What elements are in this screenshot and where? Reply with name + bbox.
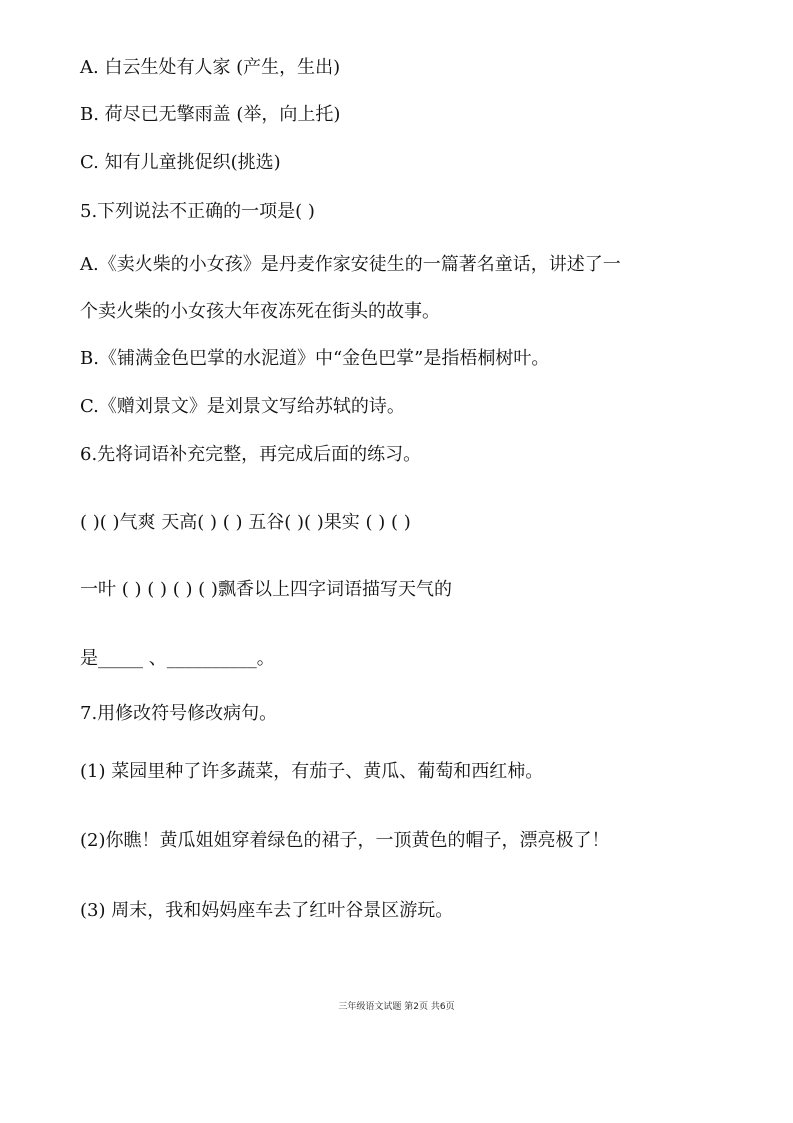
question-7-sentence-1: (1) 菜园里种了许多蔬菜，有茄子、黄瓜、葡萄和西红柿。 xyxy=(80,761,544,782)
option-b-text: B. 荷尽已无擎雨盖 (举，向上托) xyxy=(80,104,341,125)
question-5-option-a-line1: A.《卖火柴的小女孩》是丹麦作家安徒生的一篇著名童话，讲述了一 xyxy=(80,254,621,275)
question-6-blanks-line1: ( )( )气爽 天高( ) ( ) 五谷( )( )果实 ( ) ( ) xyxy=(80,512,411,533)
question-7-sentence-2: (2)你瞧！黄瓜姐姐穿着绿色的裙子，一顶黄色的帽子，漂亮极了！ xyxy=(80,830,610,851)
option-c-text: C. 知有儿童挑促织(挑选) xyxy=(80,152,281,173)
question-6-answer-blanks: 是_____ 、__________。 xyxy=(80,648,275,669)
question-5-title: 5.下列说法不正确的一项是( ) xyxy=(80,201,315,222)
question-5-option-a-line2: 个卖火柴的小女孩大年夜冻死在街头的故事。 xyxy=(80,301,440,322)
question-7-title: 7.用修改符号修改病句。 xyxy=(80,703,278,724)
option-a-text: A. 白云生处有人家 (产生，生出) xyxy=(80,57,341,78)
question-6-title: 6.先将词语补充完整，再完成后面的练习。 xyxy=(80,444,422,465)
question-7-sentence-3: (3) 周末，我和妈妈座车去了红叶谷景区游玩。 xyxy=(80,900,454,921)
question-5-option-b: B.《铺满金色巴掌的水泥道》中“金色巴掌”是指梧桐树叶。 xyxy=(80,348,550,369)
page-footer: 三年级语文试题 第2页 共6页 xyxy=(338,1002,455,1012)
question-6-blanks-line2: 一叶 ( ) ( ) ( ) ( )飘香以上四字词语描写天气的 xyxy=(80,579,452,600)
question-5-option-c: C.《赠刘景文》是刘景文写给苏轼的诗。 xyxy=(80,396,405,417)
